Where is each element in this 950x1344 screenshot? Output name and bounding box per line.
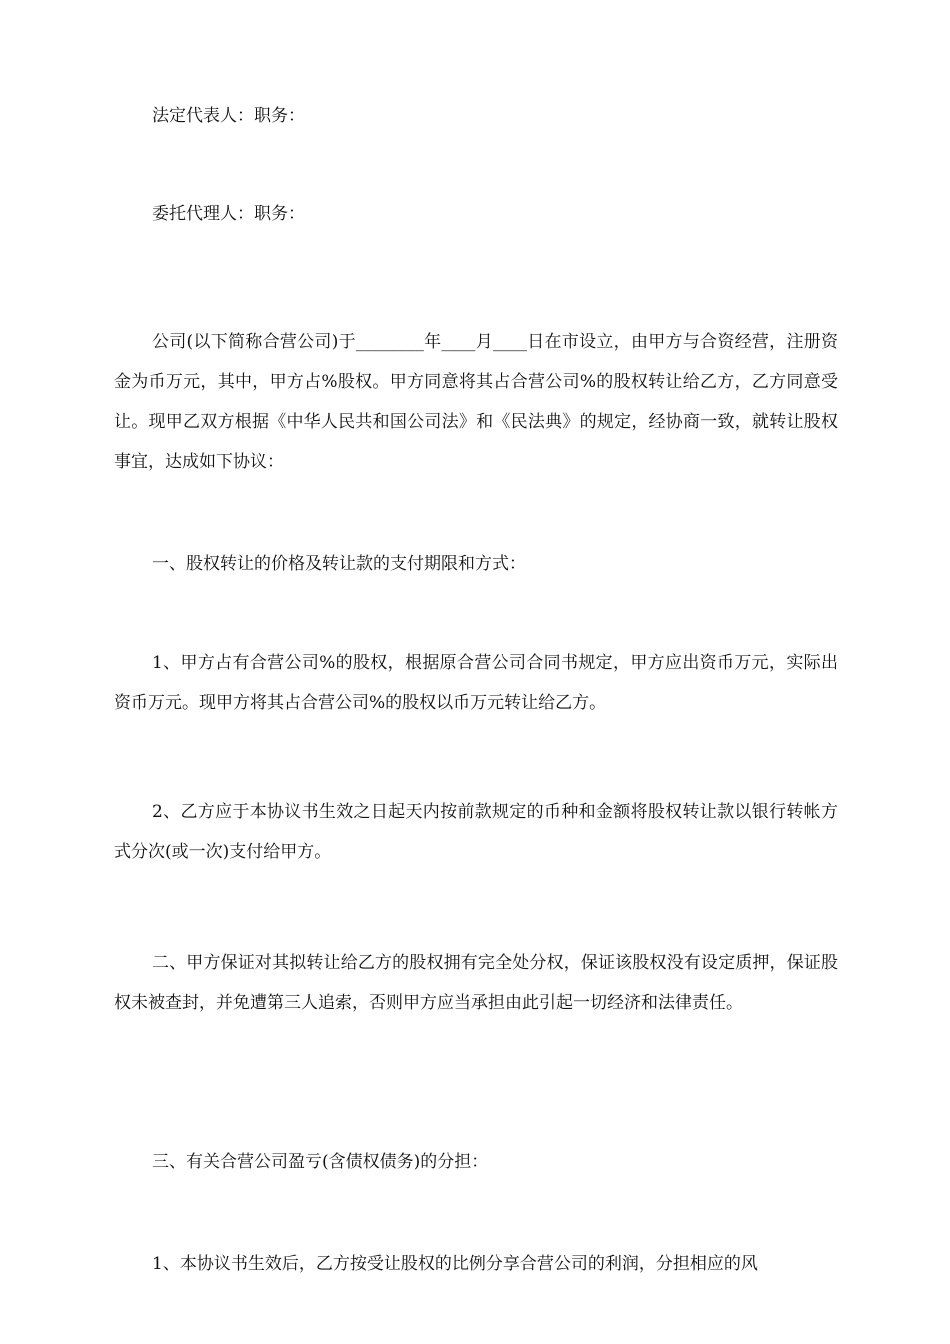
clause-1-2-paragraph: 2、乙方应于本协议书生效之日起天内按前款规定的币种和金额将股权转让款以银行转帐方式分次(或一次)支付给甲方。	[114, 802, 838, 862]
legal-representative-line: 法定代表人：职务：	[152, 106, 305, 126]
clause-1-1-paragraph: 1、甲方占有合营公司%的股权，根据原合营公司合同书规定，甲方应出资币万元，实际出资币万元。现甲方将其占合营公司%的股权以币万元转让给乙方。	[114, 653, 838, 713]
clause-3-1-paragraph: 1、本协议书生效后，乙方按受让股权的比例分享合营公司的利润，分担相应的风	[152, 1254, 758, 1274]
section-1-heading: 一、股权转让的价格及转让款的支付期限和方式：	[152, 554, 526, 574]
preamble-paragraph: 公司(以下简称合营公司)于________年____月____日在市设立，由甲方与合资经营，注册资金为币万元，其中，甲方占%股权。甲方同意将其占合营公司%的股权转让给乙方，乙方同意受让。现甲乙双方根据《中华人民共和国公司法》和《民法典》的规定，经协商一致，就转让股权事宜，达成如下协议：	[114, 332, 838, 472]
section-3-heading: 三、有关合营公司盈亏(含债权债务)的分担：	[152, 1152, 489, 1172]
section-2-paragraph: 二、甲方保证对其拟转让给乙方的股权拥有完全处分权，保证该股权没有设定质押，保证股权未被查封，并免遭第三人追索，否则甲方应当承担由此引起一切经济和法律责任。	[114, 953, 838, 1013]
authorized-agent-line: 委托代理人：职务：	[152, 204, 305, 224]
